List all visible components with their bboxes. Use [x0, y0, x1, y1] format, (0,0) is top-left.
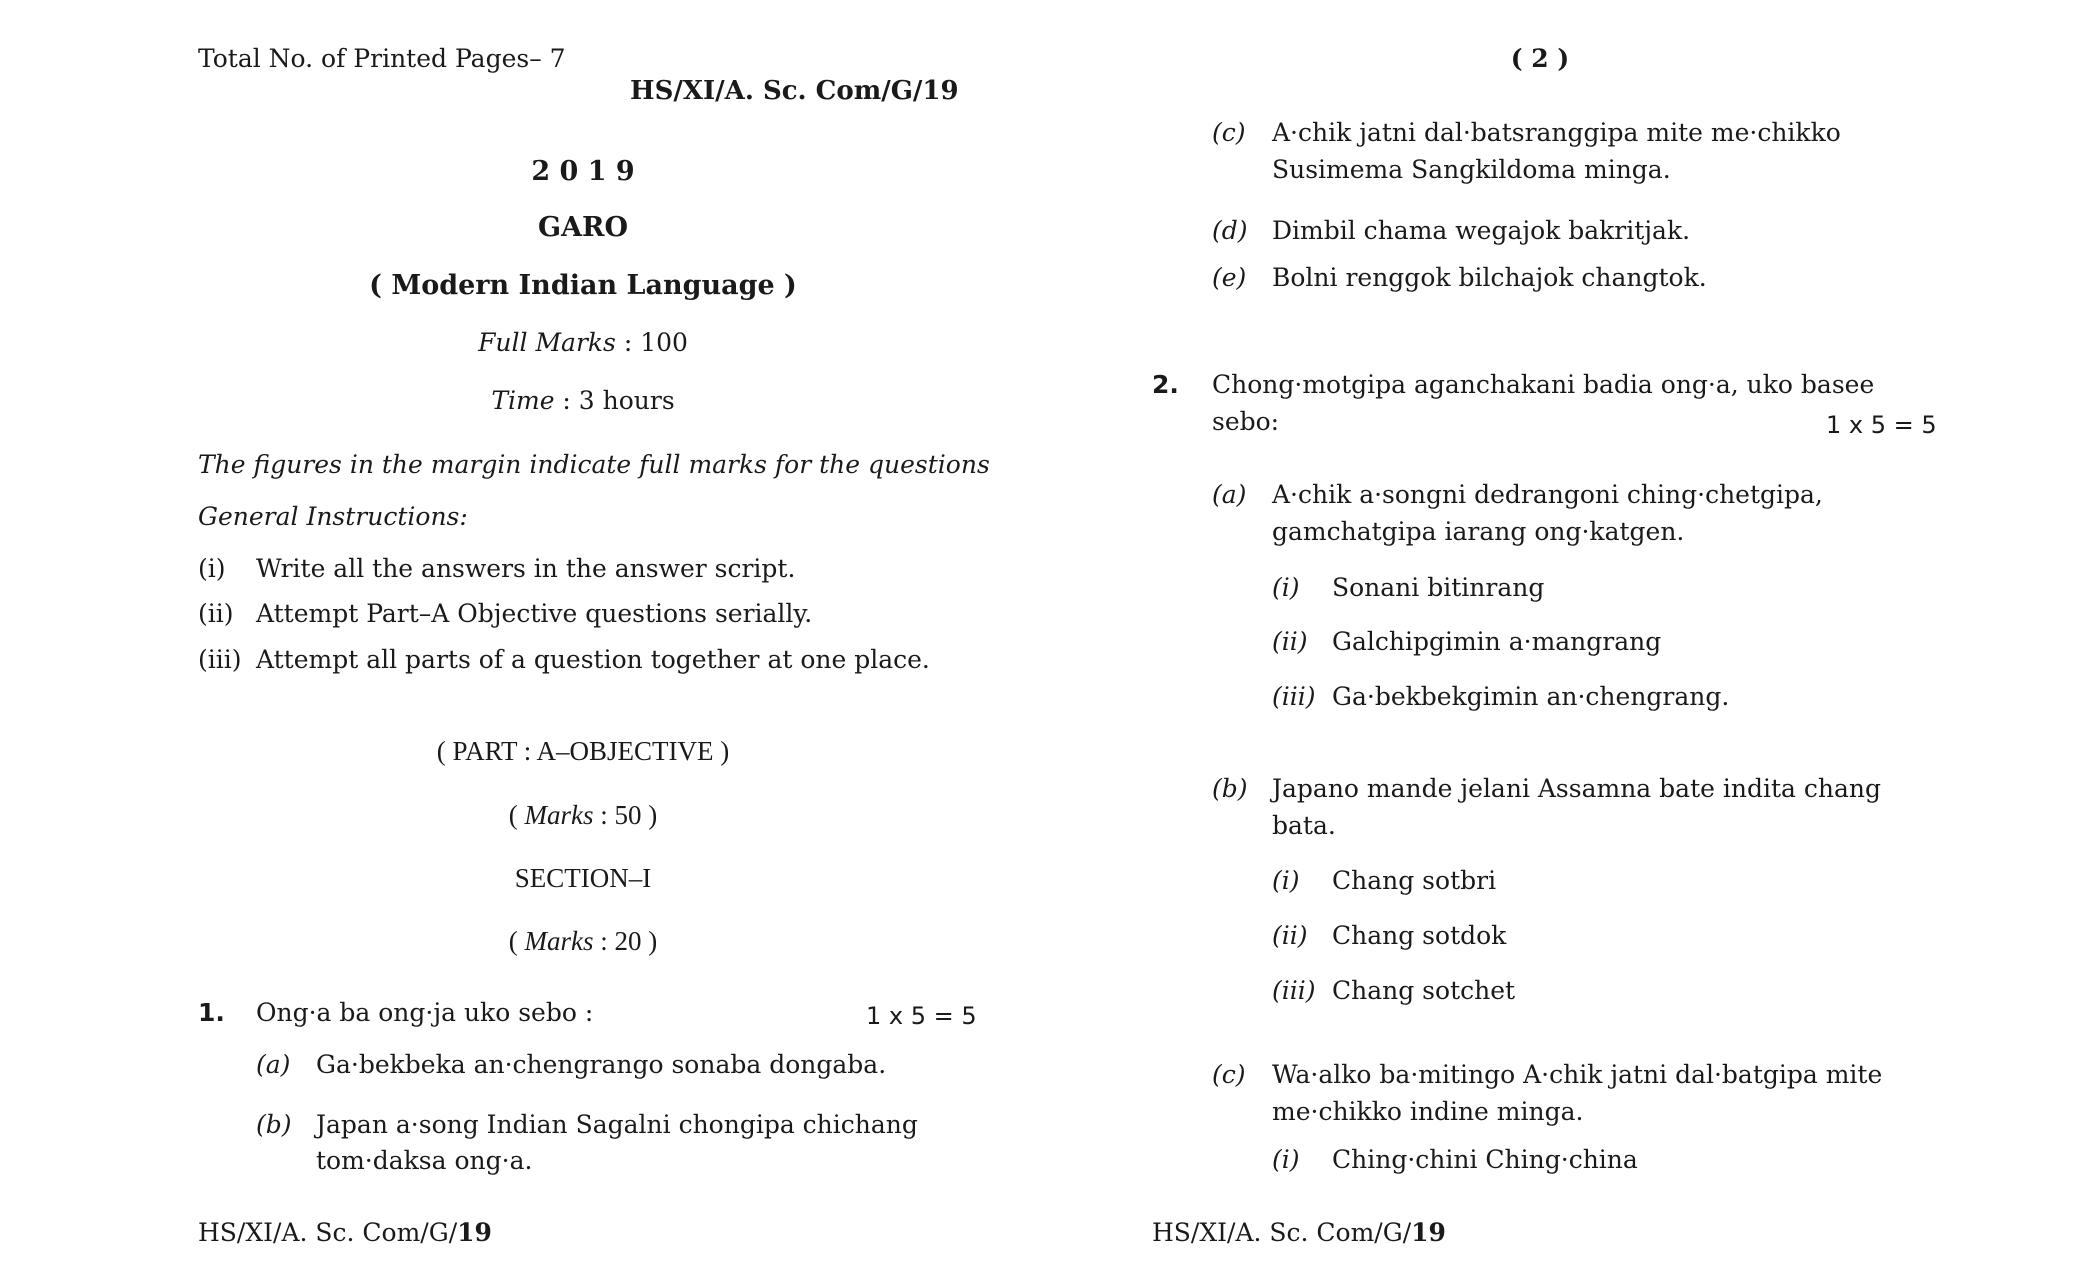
question-number: 1.: [198, 998, 225, 1027]
question-text-continued: sebo:: [1212, 407, 1280, 436]
part-marks-label: Marks: [524, 800, 594, 830]
footer-code-prefix: HS/XI/A. Sc. Com/G/: [198, 1218, 458, 1247]
part-text-continued: bata.: [1272, 811, 1336, 840]
option-text: Chang sotdok: [1332, 921, 1507, 950]
option-label: (i): [1272, 1145, 1300, 1174]
time-allowed: [491, 386, 674, 415]
section-heading: SECTION–I: [514, 863, 652, 893]
option-text: Ching·chini Ching·china: [1332, 1145, 1638, 1174]
section-marks-open: (: [508, 926, 525, 956]
subject-title: GARO: [538, 212, 628, 243]
part-text: A·chik a·songni dedrangoni ching·chetgipa,: [1272, 480, 1823, 509]
instruction-number: (i): [198, 554, 226, 583]
footer-code-year: 19: [1411, 1218, 1446, 1247]
part-text: A·chik jatni dal·batsranggipa mite me·chikko: [1272, 118, 1841, 147]
left-footer-code: [198, 1218, 492, 1247]
part-label: (a): [1212, 480, 1247, 509]
instruction-text: Attempt Part–A Objective questions serially.: [256, 599, 813, 628]
part-label: (c): [1212, 1060, 1246, 1089]
instruction-number: (iii): [198, 645, 242, 674]
option-label: (i): [1272, 866, 1300, 895]
part-label: (b): [256, 1110, 292, 1139]
option-text: Ga·bekbekgimin an·chengrang.: [1332, 682, 1730, 711]
instruction-number: (ii): [198, 599, 234, 628]
part-text-continued: gamchatgipa iarang ong·katgen.: [1272, 517, 1685, 546]
option-text: Sonani bitinrang: [1332, 573, 1545, 602]
full-marks-value: : 100: [615, 328, 688, 357]
section-marks-label: Marks: [524, 926, 594, 956]
margin-note: The figures in the margin indicate full marks for the questions: [198, 450, 990, 479]
option-text: Chang sotchet: [1332, 976, 1516, 1005]
part-marks: [509, 800, 658, 831]
time-value: : 3 hours: [554, 386, 675, 415]
part-text: Ga·bekbeka an·chengrango sonaba dongaba.: [316, 1050, 887, 1079]
part-text: Wa·alko ba·mitingo A·chik jatni dal·batgipa mite: [1272, 1060, 1883, 1089]
option-label: (iii): [1272, 682, 1316, 711]
part-text: Japano mande jelani Assamna bate indita chang: [1272, 774, 1881, 803]
option-label: (i): [1272, 573, 1300, 602]
part-text-continued: Susimema Sangkildoma minga.: [1272, 155, 1671, 184]
part-label: (e): [1212, 263, 1247, 292]
full-marks-label: Full Marks: [478, 328, 616, 357]
paper-code: HS/XI/A. Sc. Com/G/19: [630, 76, 959, 106]
footer-code-year: 19: [457, 1218, 492, 1247]
part-label: (d): [1212, 216, 1248, 245]
part-heading: ( PART : A–OBJECTIVE ): [436, 736, 730, 766]
part-text: Bolni renggok bilchajok changtok.: [1272, 263, 1707, 292]
section-marks: [509, 926, 658, 957]
part-label: (a): [256, 1050, 291, 1079]
option-label: (ii): [1272, 627, 1308, 656]
time-label: Time: [491, 386, 555, 415]
question-number: 2.: [1152, 370, 1179, 399]
section-marks-value: : 20 ): [593, 926, 658, 956]
question-text: Chong·motgipa aganchakani badia ong·a, uko basee: [1212, 370, 1875, 399]
part-label: (c): [1212, 118, 1246, 147]
subject-subtitle: ( Modern Indian Language ): [369, 270, 797, 301]
right-footer-code: [1152, 1218, 1446, 1247]
option-text: Chang sotbri: [1332, 866, 1497, 895]
general-instructions-title: General Instructions:: [198, 502, 468, 531]
part-text-continued: me·chikko indine minga.: [1272, 1097, 1584, 1126]
part-text: Japan a·song Indian Sagalni chongipa chichang: [316, 1110, 918, 1139]
option-label: (iii): [1272, 976, 1316, 1005]
footer-code-prefix: HS/XI/A. Sc. Com/G/: [1152, 1218, 1412, 1247]
question-text: Ong·a ba ong·ja uko sebo :: [256, 998, 594, 1027]
full-marks: [478, 328, 688, 357]
option-label: (ii): [1272, 921, 1308, 950]
part-text-continued: tom·daksa ong·a.: [316, 1146, 533, 1175]
part-label: (b): [1212, 774, 1248, 803]
option-text: Galchipgimin a·mangrang: [1332, 627, 1662, 656]
page-number: ( 2 ): [1510, 44, 1570, 73]
question-marks: 1 x 5 = 5: [1826, 411, 1937, 439]
exam-year: 2 0 1 9: [531, 156, 635, 187]
part-text: Dimbil chama wegajok bakritjak.: [1272, 216, 1691, 245]
part-marks-value: : 50 ): [593, 800, 658, 830]
total-pages-note: Total No. of Printed Pages– 7: [198, 44, 566, 73]
instruction-text: Write all the answers in the answer script.: [256, 554, 796, 583]
instruction-text: Attempt all parts of a question together at one place.: [256, 645, 930, 674]
part-marks-open: (: [508, 800, 525, 830]
question-marks: 1 x 5 = 5: [866, 1002, 977, 1030]
